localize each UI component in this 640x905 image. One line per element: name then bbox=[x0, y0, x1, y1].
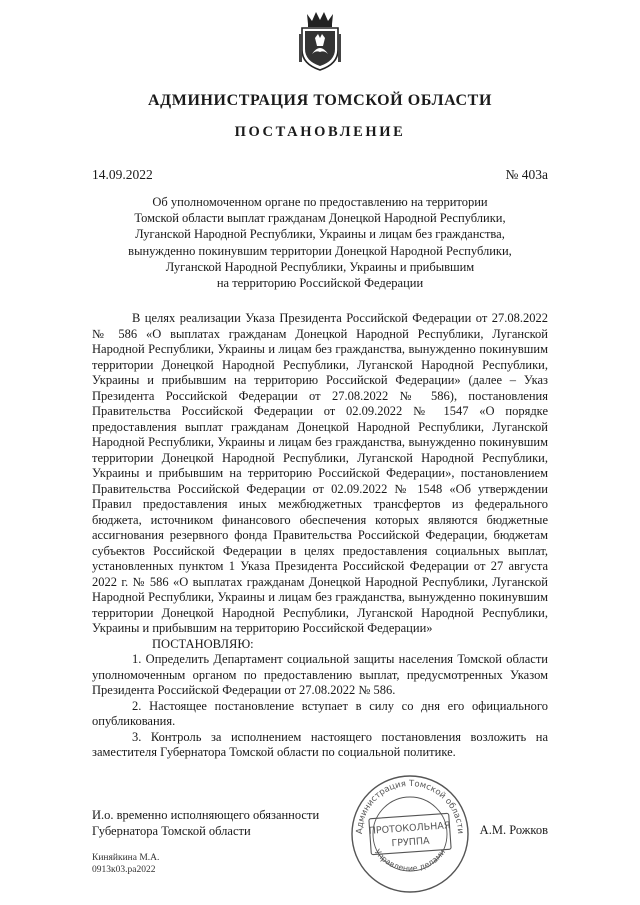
subject-line: Луганской Народной Республики, Украины и лицам без гражданства, bbox=[135, 227, 505, 242]
stamp-center-line: ГРУППА bbox=[391, 835, 430, 850]
decree-word: ПОСТАНОВЛЯЮ: bbox=[152, 636, 254, 651]
organization-title: АДМИНИСТРАЦИЯ ТОМСКОЙ ОБЛАСТИ bbox=[148, 92, 492, 109]
document-code: 0913к03.ра2022 bbox=[92, 865, 156, 875]
subject-line: Томской области выплат гражданам Донецкой Народной Республики, bbox=[134, 211, 506, 226]
document-date: 14.09.2022 bbox=[92, 167, 153, 182]
signatory-name: А.М. Рожков bbox=[479, 823, 548, 837]
resolution-item: 2. Настоящее постановление вступает в силу со дня его официального опубликования. bbox=[92, 698, 548, 728]
signatory-position-line: И.о. временно исполняющего обязанности bbox=[92, 808, 320, 822]
subject-line: на территорию Российской Федерации bbox=[216, 276, 424, 291]
document-body bbox=[92, 311, 548, 761]
document-number: № 403а bbox=[505, 167, 548, 182]
document-type: ПОСТАНОВЛЕНИЕ bbox=[234, 124, 406, 140]
executor-name: Киняйкина М.А. bbox=[92, 853, 160, 863]
document-subject bbox=[100, 194, 540, 291]
executor-footer bbox=[92, 852, 159, 876]
protocol-group-stamp bbox=[348, 772, 472, 896]
subject-line: Об уполномоченном органе по предоставлению на территории bbox=[152, 195, 488, 209]
stamp-center-line: ПРОТОКОЛЬНАЯ bbox=[368, 820, 451, 837]
stamp-ring-text: Администрация Томской области bbox=[354, 778, 466, 835]
subject-line: вынужденно покинувшим территории Донецкой Народной Республики, bbox=[128, 243, 512, 258]
resolution-item: 1. Определить Департамент социальной защиты населения Томской области уполномоченным органом по предоставлению выплат, предусмотренных Указом Президента Российской Федерации от 27.08.2022 № 586. bbox=[92, 652, 548, 697]
resolution-item: 3. Контроль за исполнением настоящего постановления возложить на заместителя Губернатора Томской области по социальной политике. bbox=[92, 729, 548, 759]
signatory-position-line: Губернатора Томской области bbox=[92, 823, 251, 838]
signatory-position bbox=[92, 808, 319, 839]
stamp-bottom-text: Управление делами bbox=[372, 847, 448, 874]
preamble-paragraph: В целях реализации Указа Президента Российской Федерации от 27.08.2022 № 586 «О выплатах гражданам Донецкой Народной Республики, Луганской Народной Республики, Украины и лицам без гражданства, вынужденно покинувшим территории Донецкой Народной Республики, Луганской Народной Республики, Украины и прибывшим на территорию Российской Федерации» (далее – Указ Президента Российской Федерации от 27.08.2022 № 586), постановления Правительства Российской Федерации от 02.09.2022 № 1547 «О порядке предоставления выплат гражданам Донецкой Народной Республики, Луганской Народной Республики, Украины и лицам без гражданства, вынужденно покинувшим территории Донецкой Народной Республики, Луганской Народной Республики, Украины и прибывшим на территорию Российской Федерации», постановлением Правительства Российской Федерации от 02.09.2022 № 1548 «Об утверждении Правил предоставления иных межбюджетных трансфертов из федерального бюджета, источником финансового обеспечения которых являются бюджетные ассигнования резервного фонда Правительства Российской Федерации, бюджетам субъектов Российской Федерации в целях предоставления социальных выплат, установленных пунктом 1 Указа Президента Российской Федерации от 27 августа 2022 г. № 586 «О выплатах гражданам Донецкой Народной Республики, Луганской Народной Республики, Украины и лицам без гражданства, вынужденно покинувшим территории Донецкой Народной Республики, Луганской Народной Республики, Украины и прибывшим на территорию Российской Федерации» bbox=[92, 311, 548, 635]
tomsk-region-coat-of-arms-icon bbox=[299, 10, 341, 72]
subject-line: Луганской Народной Республики, Украины и прибывшим bbox=[165, 259, 475, 274]
svg-text:Управление делами bbox=[373, 848, 447, 874]
